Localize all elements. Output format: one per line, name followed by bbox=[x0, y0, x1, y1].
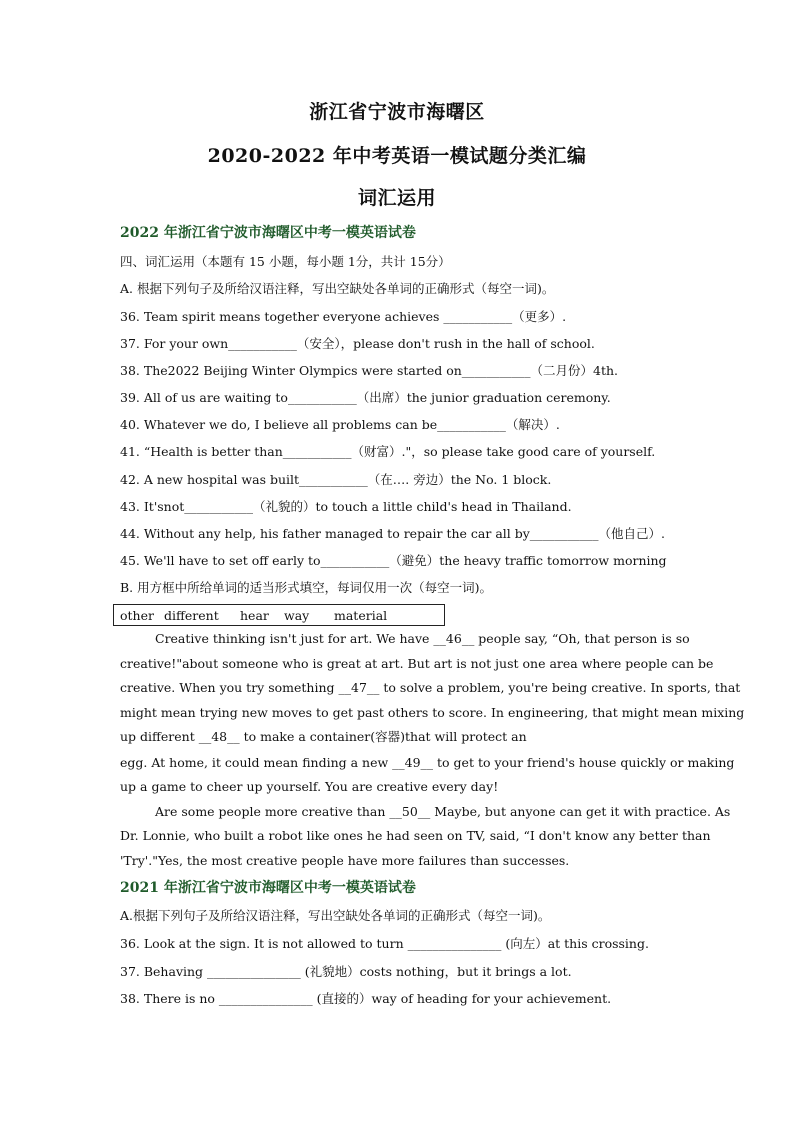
passage-line: up different __48__ to make a container(容器)that will protect an bbox=[120, 729, 527, 744]
passage-line: creative. When you try something __47__ to solve a problem, you're being creative. In sports, that bbox=[120, 680, 741, 695]
question-40: 40. Whatever we do, I believe all problems can be___________（解决）. bbox=[120, 417, 560, 432]
question-38-2021: 38. There is no _______________ (直接的）way of heading for your achievement. bbox=[120, 991, 612, 1006]
question-44: 44. Without any help, his father managed to repair the car all by___________（他自己）. bbox=[120, 526, 666, 541]
passage-line: might mean trying new moves to get past others to score. In engineering, that might mean mixing bbox=[120, 705, 745, 720]
question-37: 37. For your own___________（安全），please don't rush in the hall of school. bbox=[120, 336, 595, 351]
question-37-2021: 37. Behaving _______________ (礼貌地）costs nothing，but it brings a lot. bbox=[120, 964, 572, 979]
word-option: hear bbox=[240, 608, 269, 623]
passage-line: Creative thinking isn't just for art. We have __46__ people say, “Oh, that person is so bbox=[155, 631, 690, 646]
passage-line: up a game to cheer up yourself. You are creative every day! bbox=[120, 779, 499, 794]
passage-line: egg. At home, it could mean finding a new __49__ to get to your friend's house quickly or making bbox=[120, 755, 735, 770]
doc-title-topic: 词汇运用 bbox=[357, 187, 436, 209]
section-intro: 四、词汇运用（本题有 15 小题，每小题 1分，共计 15分） bbox=[120, 254, 451, 269]
passage-line: creative!"about someone who is great at art. But art is not just one area where people can be bbox=[120, 656, 714, 671]
word-option: way bbox=[284, 608, 310, 623]
section-heading-2022: 2022 年浙江省宁波市海曙区中考一模英语试卷 bbox=[120, 225, 416, 241]
word-option: different bbox=[164, 608, 219, 623]
part-a-instruction-2021: A.根据下列句子及所给汉语注释，写出空缺处各单词的正确形式（每空一词)。 bbox=[120, 908, 551, 923]
part-b-instruction: B. 用方框中所给单词的适当形式填空，每词仅用一次（每空一词)。 bbox=[120, 580, 493, 595]
passage-line: Dr. Lonnie, who built a robot like ones he had seen on TV, said, “I don't know any better than bbox=[120, 828, 711, 843]
passage-line: Are some people more creative than __50__ Maybe, but anyone can get it with practice. As bbox=[155, 804, 731, 819]
word-option: material bbox=[334, 608, 388, 623]
question-41: 41. “Health is better than___________（财富）."，so please take good care of yourself. bbox=[120, 444, 656, 459]
question-38: 38. The2022 Beijing Winter Olympics were started on___________（二月份）4th. bbox=[120, 363, 619, 378]
word-option: other bbox=[120, 608, 154, 623]
doc-title-region: 浙江省宁波市海曙区 bbox=[309, 101, 485, 123]
question-36: 36. Team spirit means together everyone achieves ___________（更多）. bbox=[120, 309, 567, 324]
word-box bbox=[113, 604, 445, 626]
section-heading-2021: 2021 年浙江省宁波市海曙区中考一模英语试卷 bbox=[120, 880, 416, 896]
question-42: 42. A new hospital was built___________（在…. 旁边）the No. 1 block. bbox=[120, 472, 552, 487]
question-43: 43. It'snot___________（礼貌的）to touch a little child's head in Thailand. bbox=[120, 499, 572, 514]
doc-title-main: 2020-2022 年中考英语一模试题分类汇编 bbox=[207, 145, 587, 167]
passage-line: 'Try'."Yes, the most creative people have more failures than successes. bbox=[120, 853, 570, 868]
question-36-2021: 36. Look at the sign. It is not allowed to turn _______________ (向左）at this crossing. bbox=[120, 936, 649, 951]
part-a-instruction: A. 根据下列句子及所给汉语注释，写出空缺处各单词的正确形式（每空一词)。 bbox=[120, 281, 555, 296]
question-45: 45. We'll have to set off early to___________（避免）the heavy traffic tomorrow morning bbox=[120, 553, 667, 568]
question-39: 39. All of us are waiting to___________（出席）the junior graduation ceremony. bbox=[120, 390, 611, 405]
